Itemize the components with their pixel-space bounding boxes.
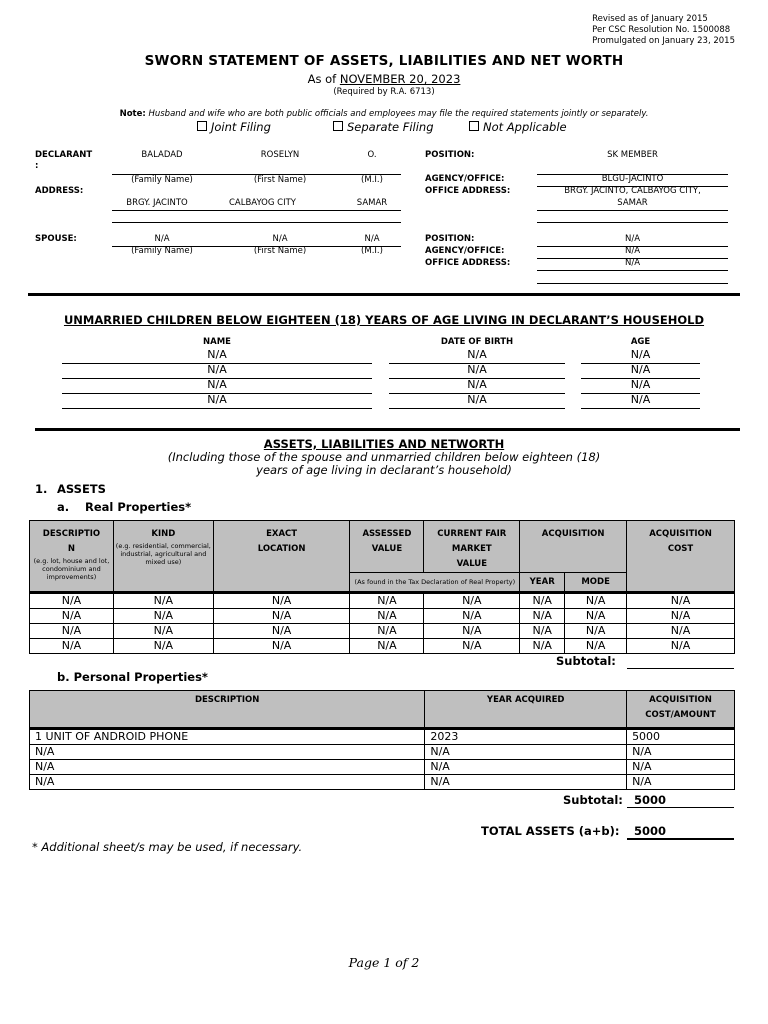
note-label: Note: xyxy=(119,109,146,119)
assets-subtitle-2: years of age living in declarant’s household) xyxy=(256,463,512,477)
promulgation-line: Promulgated on January 23, 2015 xyxy=(592,36,735,46)
child-age: N/A xyxy=(630,378,651,391)
table-cell: N/A xyxy=(113,609,213,624)
col-fair-label-1: CURRENT FAIR xyxy=(437,529,507,539)
child-name: N/A xyxy=(207,363,227,376)
table-cell: N/A xyxy=(424,639,520,654)
real-properties-label: Real Properties* xyxy=(85,500,192,514)
col-assessed-label-1: ASSESSED xyxy=(362,529,412,539)
address-province: SAMAR xyxy=(356,198,388,208)
table-cell: 1 UNIT OF ANDROID PHONE xyxy=(30,729,425,745)
table-row xyxy=(30,729,735,745)
spouse-office-address-label: OFFICE ADDRESS: xyxy=(425,258,511,268)
table-cell: N/A xyxy=(350,593,424,609)
office-address-line2: SAMAR xyxy=(617,198,648,208)
address-city: CALBAYOG CITY xyxy=(228,198,296,208)
table-cell: N/A xyxy=(520,624,565,639)
table-cell: N/A xyxy=(520,639,565,654)
note-line xyxy=(0,109,768,119)
spouse-agency-label: AGENCY/OFFICE: xyxy=(425,246,505,256)
real-properties-table xyxy=(29,520,735,654)
joint-filing-option[interactable] xyxy=(197,120,271,134)
spouse-office-line-b xyxy=(537,283,728,284)
child-name: N/A xyxy=(207,378,227,391)
table-row xyxy=(30,609,735,624)
table-cell: N/A xyxy=(30,639,114,654)
table-cell: N/A xyxy=(350,624,424,639)
table-cell: N/A xyxy=(30,745,425,760)
revision-line: Revised as of January 2015 xyxy=(592,14,708,24)
col-location-label-2: LOCATION xyxy=(257,544,306,554)
col-cost-amount-label-1: ACQUISITION xyxy=(649,695,712,705)
child-dob: N/A xyxy=(467,348,487,361)
table-cell: N/A xyxy=(213,639,350,654)
personal-properties-table xyxy=(29,690,735,790)
child-row-line xyxy=(389,408,565,409)
required-by: (Required by R.A. 6713) xyxy=(333,87,435,97)
revision-block xyxy=(592,14,735,47)
office-address-line1: BRGY. JACINTO, CALBAYOG CITY, xyxy=(564,186,701,196)
table-cell: N/A xyxy=(627,760,735,775)
table-cell: N/A xyxy=(30,593,114,609)
col-description xyxy=(30,521,114,593)
table-cell: N/A xyxy=(30,760,425,775)
spouse-office-line-a xyxy=(537,270,728,271)
table-cell: N/A xyxy=(565,624,627,639)
declarant-label: DECLARANT xyxy=(35,150,93,160)
table-row xyxy=(30,775,735,790)
real-properties-body xyxy=(30,593,735,654)
assets-subtitle-1: (Including those of the spouse and unmarried children below eighteen (18) xyxy=(167,450,601,464)
assets-number: 1. xyxy=(35,482,48,496)
total-assets-value: 5000 xyxy=(634,824,667,838)
table-row xyxy=(30,745,735,760)
real-subtotal-line xyxy=(627,668,734,669)
spouse-first-caption: (First Name) xyxy=(253,246,307,256)
separate-filing-option[interactable] xyxy=(333,120,434,134)
spouse-position-label: POSITION: xyxy=(425,234,475,244)
table-cell: N/A xyxy=(520,593,565,609)
address-label: ADDRESS: xyxy=(35,186,84,196)
table-cell: N/A xyxy=(113,593,213,609)
table-row xyxy=(30,624,735,639)
col-year-acquired: YEAR ACQUIRED xyxy=(425,691,627,729)
child-name: N/A xyxy=(207,348,227,361)
col-description-note: (e.g. lot, house and lot, condominium and improvements) xyxy=(33,557,110,581)
col-cost-amount xyxy=(627,691,735,729)
real-letter: a. xyxy=(57,500,70,514)
children-col-age: AGE xyxy=(630,337,651,347)
table-cell: N/A xyxy=(520,609,565,624)
spouse-office-address-value: N/A xyxy=(624,258,641,268)
col-assessed-label-2: VALUE xyxy=(371,544,403,554)
table-cell: N/A xyxy=(627,624,735,639)
table-cell: N/A xyxy=(113,624,213,639)
col-fair-label-3: VALUE xyxy=(456,559,488,569)
mi-caption: (M.I.) xyxy=(361,175,383,185)
table-cell: N/A xyxy=(425,775,627,790)
children-col-dob: DATE OF BIRTH xyxy=(440,337,514,347)
as-of-prefix: As of xyxy=(307,72,337,86)
table-cell: N/A xyxy=(350,609,424,624)
first-name-caption: (First Name) xyxy=(253,175,307,185)
col-acquisition: ACQUISITION xyxy=(520,521,627,573)
table-cell: N/A xyxy=(30,609,114,624)
office-address-line-b xyxy=(537,222,728,223)
table-cell: N/A xyxy=(30,624,114,639)
personal-subtotal-label: Subtotal: xyxy=(563,793,623,807)
col-kind-label: KIND xyxy=(151,529,176,539)
checkbox-icon[interactable] xyxy=(469,121,479,131)
table-cell: N/A xyxy=(213,593,350,609)
section-divider xyxy=(28,293,740,296)
child-age: N/A xyxy=(630,348,651,361)
personal-properties-body xyxy=(30,729,735,790)
table-row xyxy=(30,639,735,654)
table-cell: N/A xyxy=(113,639,213,654)
declarant-mi: O. xyxy=(367,150,377,160)
col-personal-description: DESCRIPTION xyxy=(30,691,425,729)
col-year: YEAR xyxy=(520,573,565,593)
declarant-family-name: BALADAD xyxy=(141,150,183,160)
joint-filing-label: Joint Filing xyxy=(211,120,271,134)
table-cell: N/A xyxy=(30,775,425,790)
section-divider xyxy=(35,428,740,431)
col-kind xyxy=(113,521,213,593)
child-row-line xyxy=(62,408,372,409)
real-subtotal-label: Subtotal: xyxy=(556,654,616,668)
not-applicable-label: Not Applicable xyxy=(483,120,567,134)
table-cell: N/A xyxy=(424,609,520,624)
spouse-first-name: N/A xyxy=(272,234,288,244)
assets-title: ASSETS, LIABILITIES AND NETWORTH xyxy=(263,437,505,451)
address-line-2 xyxy=(112,222,401,223)
spouse-label: SPOUSE: xyxy=(35,234,77,244)
not-applicable-option[interactable] xyxy=(469,120,567,134)
table-row xyxy=(30,593,735,609)
col-location xyxy=(213,521,350,593)
spouse-mi-caption: (M.I.) xyxy=(361,246,383,256)
col-acquisition-cost xyxy=(627,521,735,593)
spouse-family-name: N/A xyxy=(154,234,170,244)
child-age: N/A xyxy=(630,363,651,376)
personal-subtotal-line xyxy=(627,807,734,808)
form-title: SWORN STATEMENT OF ASSETS, LIABILITIES AND NET WORTH xyxy=(144,53,624,69)
table-cell: N/A xyxy=(627,609,735,624)
child-age: N/A xyxy=(630,393,651,406)
personal-properties-label: b. Personal Properties* xyxy=(57,670,208,684)
table-cell: N/A xyxy=(213,609,350,624)
family-name-caption: (Family Name) xyxy=(131,175,193,185)
total-assets-line xyxy=(627,838,734,840)
office-address-label: OFFICE ADDRESS: xyxy=(425,186,511,196)
table-cell: N/A xyxy=(627,745,735,760)
table-cell: N/A xyxy=(350,639,424,654)
as-of-date: NOVEMBER 20, 2023 xyxy=(339,72,461,86)
table-cell: N/A xyxy=(627,639,735,654)
table-cell: N/A xyxy=(425,745,627,760)
additional-sheet-note: * Additional sheet/s may be used, if necessary. xyxy=(32,840,303,854)
separate-filing-label: Separate Filing xyxy=(347,120,434,134)
agency-value: BLGU-JACINTO xyxy=(601,174,664,184)
col-assessed xyxy=(350,521,424,573)
child-name: N/A xyxy=(207,393,227,406)
fair-value-note: (As found in the Tax Declaration of Real Property) xyxy=(354,578,516,586)
declarant-first-name: ROSELYN xyxy=(260,150,300,160)
table-cell: N/A xyxy=(565,609,627,624)
fair-value-note-cell xyxy=(350,573,520,593)
col-cost-label-2: COST xyxy=(667,544,694,554)
as-of-line xyxy=(0,72,768,86)
address-line-1 xyxy=(112,210,401,211)
table-cell: N/A xyxy=(424,624,520,639)
table-row xyxy=(30,760,735,775)
office-address-line-a xyxy=(537,210,728,211)
table-cell: 5000 xyxy=(627,729,735,745)
assets-label: ASSETS xyxy=(57,482,106,496)
position-value: SK MEMBER xyxy=(607,150,658,160)
table-cell: N/A xyxy=(213,624,350,639)
spouse-position-value: N/A xyxy=(624,234,641,244)
table-cell: N/A xyxy=(565,639,627,654)
agency-label: AGENCY/OFFICE: xyxy=(425,174,505,184)
declarant-label-colon: : xyxy=(35,161,39,171)
total-assets-label: TOTAL ASSETS (a+b): xyxy=(481,824,620,838)
position-label: POSITION: xyxy=(425,150,475,160)
table-cell: N/A xyxy=(627,593,735,609)
col-kind-note: (e.g. residential, commercial, industrial, agricultural and mixed use) xyxy=(115,542,211,566)
col-mode: MODE xyxy=(565,573,627,593)
child-dob: N/A xyxy=(467,378,487,391)
note-text: Husband and wife who are both public officials and employees may file the required statements jointly or separately. xyxy=(148,109,649,119)
col-cost-amount-label-2: COST/AMOUNT xyxy=(645,710,716,720)
children-title: UNMARRIED CHILDREN BELOW EIGHTEEN (18) YEARS OF AGE LIVING IN DECLARANT’S HOUSEHOLD xyxy=(63,313,705,327)
child-dob: N/A xyxy=(467,363,487,376)
child-dob: N/A xyxy=(467,393,487,406)
personal-subtotal-value: 5000 xyxy=(634,793,667,807)
spouse-family-caption: (Family Name) xyxy=(131,246,193,256)
table-cell: N/A xyxy=(425,760,627,775)
spouse-agency-value: N/A xyxy=(624,246,641,256)
table-cell: N/A xyxy=(424,593,520,609)
col-location-label-1: EXACT xyxy=(266,529,298,539)
table-cell: N/A xyxy=(565,593,627,609)
address-barangay: BRGY. JACINTO xyxy=(126,198,188,208)
table-cell: N/A xyxy=(627,775,735,790)
child-row-line xyxy=(581,408,700,409)
checkbox-icon[interactable] xyxy=(197,121,207,131)
page-number: Page 1 of 2 xyxy=(348,955,420,970)
col-description-label-2: N xyxy=(67,544,76,554)
spouse-mi: N/A xyxy=(364,234,380,244)
checkbox-icon[interactable] xyxy=(333,121,343,131)
children-col-name: NAME xyxy=(203,337,231,347)
table-cell: 2023 xyxy=(425,729,627,745)
col-description-label: DESCRIPTIO xyxy=(42,529,101,539)
resolution-line: Per CSC Resolution No. 1500088 xyxy=(592,25,731,35)
col-fair-value xyxy=(424,521,520,573)
col-fair-label-2: MARKET xyxy=(451,544,492,554)
col-cost-label-1: ACQUISITION xyxy=(649,529,712,539)
